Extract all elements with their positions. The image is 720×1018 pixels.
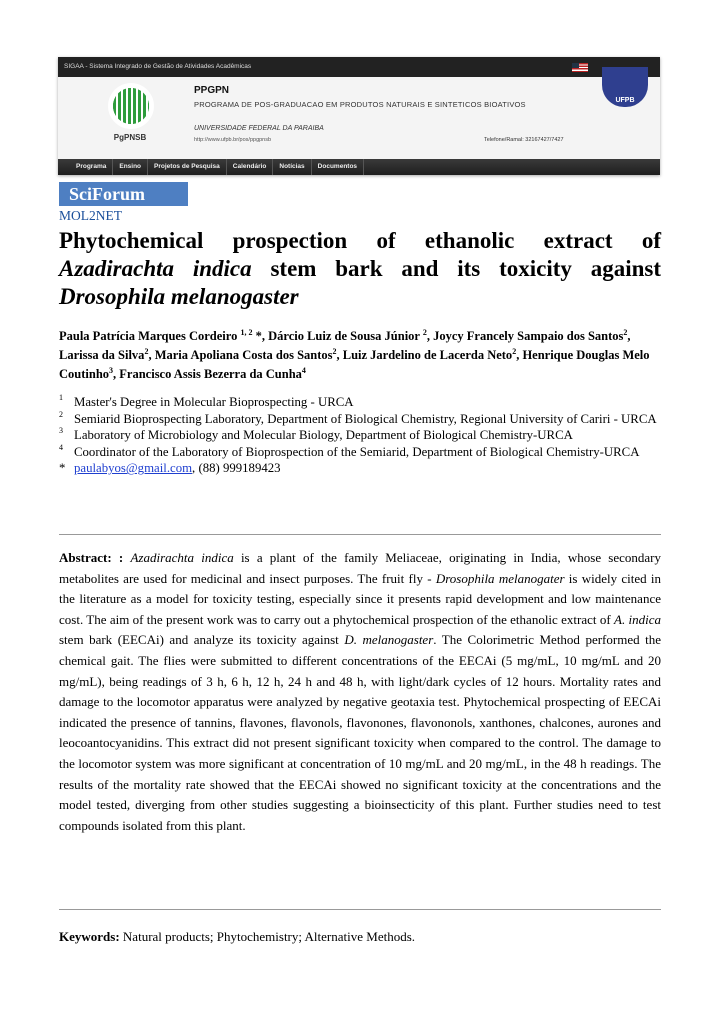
university-name: UNIVERSIDADE FEDERAL DA PARAIBA [194,125,324,132]
author-affiliation-ref: 3 [109,366,114,375]
contact-phone: , (88) 999189423 [192,461,281,476]
program-phone: Telefone/Ramal: 32167427/7427 [484,137,564,143]
affiliation-number: 2 [59,409,63,419]
abstract-species: A. indica [614,611,662,627]
author-name: Paula Patrícia Marques Cordeiro [59,329,238,343]
author-name: Maria Apoliana Costa dos Santos [154,348,333,362]
affiliation-number: 1 [59,393,63,402]
abstract-text: . The Colorimetric Method performed the chemical gait. The flies were submitted to different concentrations of the EECAi (5 mg/mL, 10 mg/mL and 20 mg/mL), being readings of 3 h, 6 h, 12 h, 24 h and 48 h, with light/dark cycles of 12 hours. Mortality rates and damage to the locomotor apparatus were analyzed by negative geotaxia test. Phytochemical prospecting of EECAi indicated the presence of tannins, flavones, flavonols, flavonones, flavononols, xanthones, chalcones, aurones and leocoantocyanidins. This extract did not present significant toxicity when compared to the control. The damage to the locomotor system was more significant at concentration of 10 mg/mL and 20 mg/mL, in the 48 h readings. The results of the mortality rate showed that the EECAi showed no significant toxicity at the concentrations and the model tested, diverging from other studies suggesting a bioinsecticity of this plant. Further studies need to test compounds isolated from this plant. [59,632,661,833]
abstract-text: is widely cited in the literature as a model for toxicity testing, especially since it presents rapid development and low maintenance cost. The aim of the present work was to carry out a phytochemical prospection of the ethanolic extract of [59,570,661,627]
affiliation-item [59,444,661,461]
author-affiliation-ref: 2 [512,347,517,356]
program-url: http://www.ufpb.br/pos/ppgpnsb [194,137,272,143]
contact-email-link[interactable]: paulabyos@gmail.com [74,461,193,476]
title-part-1: Phytochemical prospection of ethanolic extract of [59,228,661,253]
abstract-species: D. melanogaster [344,632,434,648]
us-flag-icon [572,63,588,72]
keywords-label: Keywords: [59,929,120,944]
keywords [59,928,661,946]
banner-nav-item: Calendário [227,159,274,175]
author-name: Larissa da Silva [59,348,145,362]
title-species-1: Azadirachta indica [59,256,252,281]
author-affiliation-ref: 2 [623,328,628,337]
affiliation-text: Coordinator of the Laboratory of Bioprospection of the Semiarid, Department of Biological Chemistry-URCA [74,444,640,459]
contact-line [59,460,661,477]
banner-nav-item: Programa [70,159,113,175]
contact-star: * [59,461,66,476]
keywords-text: Natural products; Phytochemistry; Alternative Methods. [119,929,416,944]
author-list: Paula Patrícia Marques Cordeiro $^{1, 2}$ *, Dárcio Luiz de Sousa Júnior $^2$, Joycy Francely Sampaio dos Santos$^2$, Larissa da Silva$^2$, Maria Apoliana Costa dos Santos$^2$, Luiz Jardelino de Lacerda Neto$^2$, Henrique Douglas Melo Coutinho$^3$, Francisco Assis Bezerra da Cunha$^4$ [59,328,650,381]
banner-nav-item: Ensino [113,159,148,175]
abstract-label: Abstract: : [59,550,124,565]
author-name: Luiz Jardelino de Lacerda Neto [342,348,513,362]
title-part-2: stem bark and its toxicity against [270,256,661,281]
title-species-2: Drosophila melanogaster [59,284,299,309]
author-affiliation-ref: 1, 2 [240,328,253,337]
banner-nav-item: Documentos [312,159,364,175]
logo-text: PgPNSB [113,133,147,142]
abstract-species: Azadirachta indica [130,550,234,565]
affiliation-text: Semiarid Bioprospecting Laboratory, Department of Biological Chemistry, Regional University of Cariri - URCA [74,411,657,426]
paper-title [59,227,661,311]
ppgpn-header-banner [58,57,660,175]
author-affiliation-ref: 2 [144,347,149,356]
affiliation-number: 4 [59,442,63,452]
banner-nav-item: Notícias [273,159,311,175]
abstract-species: Drosophila melanogater [435,570,565,586]
abstract-text: stem bark (EECAi) and analyze its toxicity against [59,632,345,648]
affiliation-text: Master's Degree in Molecular Bioprospecting - URCA [74,395,354,409]
affiliation-text: Laboratory of Microbiology and Molecular Biology, Department of Biological Chemistry-URCA [74,428,573,443]
globe-logo-icon [108,83,154,129]
author-affiliation-ref: 4 [301,366,306,375]
author-name: Henrique Douglas Melo Coutinho [59,348,650,381]
affiliation-number: 3 [59,426,63,436]
section-divider [59,534,661,535]
program-acronym: PPGPN [194,85,230,96]
section-divider [59,909,661,910]
banner-nav-item: Projetos de Pesquisa [148,159,227,175]
sciforum-tag: SciForum [59,182,188,206]
program-name: PROGRAMA DE POS-GRADUACAO EM PRODUTOS NATURAIS E SINTETICOS BIOATIVOS [194,100,526,109]
corresponding-author-mark: * [252,329,262,343]
affiliation-item [59,394,661,411]
ufpb-emblem-text: UFPB [615,97,635,104]
affiliation-item [59,427,661,444]
abstract [59,548,661,836]
affiliation-list [59,394,661,477]
sigaa-topbar-text: SIGAA - Sistema Integrado de Gestão de Atividades Acadêmicas [64,63,252,70]
author-name: Francisco Assis Bezerra da Cunha [119,367,302,381]
sigaa-topbar [58,57,660,77]
pgpnsb-logo [96,83,164,151]
author-affiliation-ref: 2 [422,328,427,337]
author-name: Joycy Francely Sampaio dos Santos [433,329,624,343]
banner-nav [58,159,660,175]
abstract-text: is a plant of the family Meliaceae, originating in India, whose secondary metabolites are used for medicinal and insect purposes. The fruit fly - [59,550,662,586]
author-name: Dárcio Luiz de Sousa Júnior [268,329,420,343]
journal-name: MOL2NET [59,208,122,223]
affiliation-item [59,411,661,428]
author-affiliation-ref: 2 [332,347,337,356]
